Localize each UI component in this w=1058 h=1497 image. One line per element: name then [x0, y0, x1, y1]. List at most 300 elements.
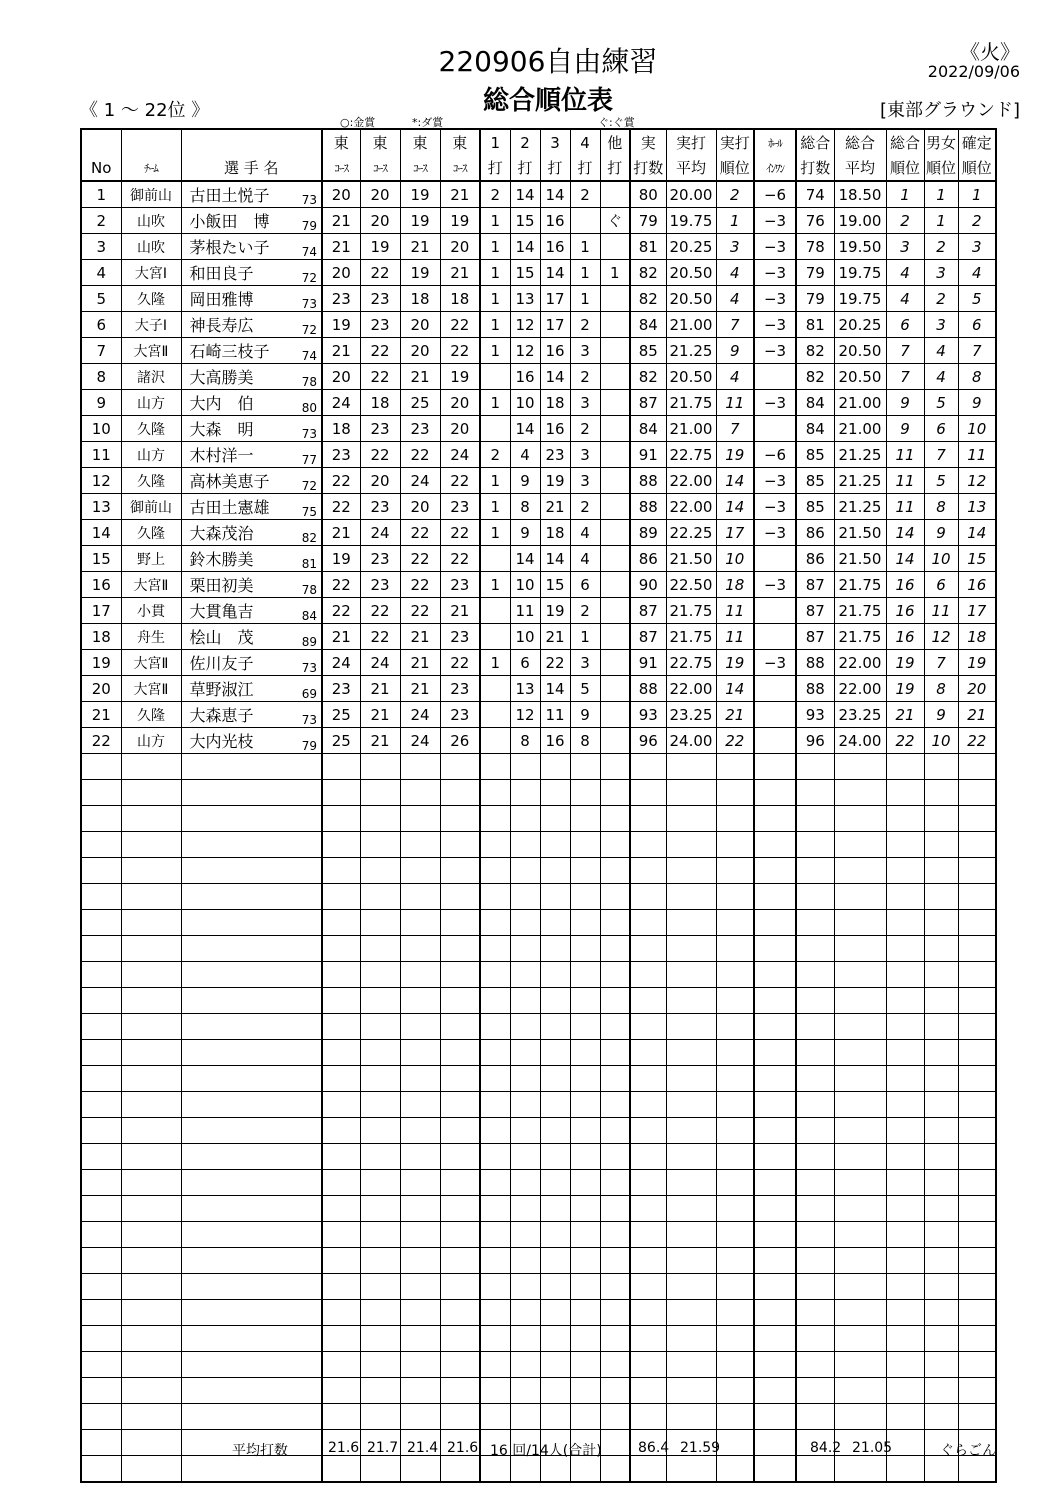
row-age: 73: [295, 416, 322, 442]
row-course1: 22: [322, 598, 360, 624]
row-final: 13: [958, 494, 996, 520]
row-hit1: [480, 910, 510, 936]
row-hit4: [570, 754, 600, 780]
row-hio: [754, 1456, 796, 1483]
col-hit3: 打: [540, 155, 570, 181]
row-hit3: 16: [540, 234, 570, 260]
row-gender: 4: [924, 364, 958, 390]
row-gender: [924, 780, 958, 806]
row-trank: 7: [886, 338, 924, 364]
table-row: [81, 650, 996, 676]
row-course3: [400, 806, 440, 832]
row-course2: [360, 1378, 400, 1404]
row-hit4: [570, 1248, 600, 1274]
row-rank: [716, 1066, 754, 1092]
row-course2: [360, 1222, 400, 1248]
row-other: [600, 910, 630, 936]
row-course2: [360, 1300, 400, 1326]
row-hit1: [480, 364, 510, 390]
row-total: [796, 1196, 834, 1222]
row-hit2: 12: [510, 312, 540, 338]
row-hit4: 1: [570, 286, 600, 312]
row-no: 2: [81, 208, 121, 234]
row-age: [295, 780, 322, 806]
row-hit2: 13: [510, 676, 540, 702]
row-course3: 22: [400, 442, 440, 468]
row-avg: 20.50: [666, 260, 716, 286]
row-hit2: 6: [510, 650, 540, 676]
row-age: [295, 806, 322, 832]
row-tavg: 21.00: [834, 390, 886, 416]
row-rank: 17: [716, 520, 754, 546]
row-final: 7: [958, 338, 996, 364]
col-no: No: [81, 155, 121, 181]
row-tavg: [834, 1196, 886, 1222]
footer-actual-avg: 21.59: [680, 1440, 721, 1456]
row-age: [295, 754, 322, 780]
table-row: [81, 884, 996, 910]
row-hit1: [480, 1300, 510, 1326]
row-age: [295, 1170, 322, 1196]
row-tavg: 23.25: [834, 702, 886, 728]
row-final: 4: [958, 260, 996, 286]
row-hit4: [570, 1352, 600, 1378]
row-other: [600, 702, 630, 728]
row-hit3: 14: [540, 260, 570, 286]
row-hio: [754, 1014, 796, 1040]
col-hit1: 打: [480, 155, 510, 181]
row-course3: 21: [400, 234, 440, 260]
row-course2: [360, 1170, 400, 1196]
row-no: 11: [81, 442, 121, 468]
row-total: 85: [796, 468, 834, 494]
row-total: [796, 1040, 834, 1066]
row-hit3: 14: [540, 546, 570, 572]
row-no: 13: [81, 494, 121, 520]
row-player: [181, 780, 295, 806]
row-hit3: [540, 1248, 570, 1274]
row-no: 21: [81, 702, 121, 728]
table-row: [81, 1404, 996, 1430]
col-hit2-top: 2: [510, 129, 540, 155]
row-rank: [716, 988, 754, 1014]
row-course3: [400, 780, 440, 806]
row-final: 14: [958, 520, 996, 546]
row-team: [121, 1040, 181, 1066]
row-player: [181, 832, 295, 858]
row-player: [181, 858, 295, 884]
row-avg: [666, 1352, 716, 1378]
row-gender: 7: [924, 650, 958, 676]
row-no: 12: [81, 468, 121, 494]
col-total: 打数: [796, 155, 834, 181]
row-player: [181, 884, 295, 910]
row-avg: [666, 884, 716, 910]
row-hit1: 1: [480, 260, 510, 286]
row-course3: [400, 1170, 440, 1196]
row-team: 諸沢: [121, 364, 181, 390]
row-hit2: 14: [510, 416, 540, 442]
row-hit1: [480, 1326, 510, 1352]
row-hit1: [480, 1222, 510, 1248]
row-actual: 82: [630, 260, 666, 286]
row-hit2: [510, 1352, 540, 1378]
row-team: [121, 1222, 181, 1248]
row-total: [796, 1274, 834, 1300]
table-row: [81, 598, 996, 624]
col-gender-top: 男女: [924, 129, 958, 155]
row-team: [121, 1430, 181, 1456]
row-hit2: [510, 1066, 540, 1092]
row-course4: [440, 780, 480, 806]
row-course3: [400, 988, 440, 1014]
row-course4: [440, 754, 480, 780]
table-row: [81, 832, 996, 858]
row-age: [295, 936, 322, 962]
row-hio: [754, 1092, 796, 1118]
row-rank: 14: [716, 468, 754, 494]
row-rank: 14: [716, 494, 754, 520]
footer-total-avg: 21.05: [852, 1440, 893, 1456]
row-player: [181, 910, 295, 936]
row-gender: [924, 1118, 958, 1144]
row-hit1: [480, 1378, 510, 1404]
row-total: [796, 780, 834, 806]
row-gender: [924, 1222, 958, 1248]
row-team: 山吹: [121, 234, 181, 260]
row-rank: 2: [716, 181, 754, 208]
row-tavg: 19.75: [834, 260, 886, 286]
row-team: 久隆: [121, 702, 181, 728]
row-hit4: 2: [570, 416, 600, 442]
row-actual: [630, 884, 666, 910]
row-other: [600, 312, 630, 338]
ranking-table: [80, 128, 997, 1483]
row-trank: 19: [886, 676, 924, 702]
row-hio: −3: [754, 650, 796, 676]
rank-range-label: 《 1 ～ 22位 》: [80, 100, 210, 121]
row-gender: 2: [924, 286, 958, 312]
row-hit3: 14: [540, 676, 570, 702]
row-rank: 11: [716, 624, 754, 650]
row-gender: [924, 754, 958, 780]
row-other: [600, 181, 630, 208]
row-team: [121, 962, 181, 988]
table-row: [81, 468, 996, 494]
row-rank: [716, 1352, 754, 1378]
row-hit1: [480, 780, 510, 806]
row-trank: 16: [886, 572, 924, 598]
row-gender: [924, 832, 958, 858]
row-actual: 87: [630, 390, 666, 416]
row-hit2: [510, 1092, 540, 1118]
row-gender: [924, 988, 958, 1014]
row-final: [958, 806, 996, 832]
row-course1: [322, 988, 360, 1014]
row-hit4: [570, 780, 600, 806]
row-actual: 93: [630, 702, 666, 728]
row-course1: [322, 962, 360, 988]
row-age: [295, 1118, 322, 1144]
row-team: [121, 1144, 181, 1170]
row-age: 79: [295, 208, 322, 234]
row-other: [600, 520, 630, 546]
row-no: 8: [81, 364, 121, 390]
row-team: [121, 1066, 181, 1092]
row-rank: [716, 1430, 754, 1456]
row-avg: 20.25: [666, 234, 716, 260]
row-tavg: 24.00: [834, 728, 886, 754]
row-other: [600, 1222, 630, 1248]
row-team: 大宮Ⅱ: [121, 676, 181, 702]
row-hit2: 14: [510, 181, 540, 208]
row-other: [600, 442, 630, 468]
row-player: [181, 806, 295, 832]
row-hio: [754, 1274, 796, 1300]
row-avg: [666, 832, 716, 858]
row-player: [181, 754, 295, 780]
row-course4: [440, 1326, 480, 1352]
row-no: 14: [81, 520, 121, 546]
row-avg: [666, 1040, 716, 1066]
row-final: [958, 1300, 996, 1326]
row-hio: [754, 1300, 796, 1326]
row-course2: 24: [360, 650, 400, 676]
row-trank: [886, 1066, 924, 1092]
row-tavg: [834, 754, 886, 780]
row-player: 和田良子: [181, 260, 295, 286]
row-gender: 7: [924, 442, 958, 468]
row-course4: [440, 936, 480, 962]
row-rank: [716, 754, 754, 780]
row-no: [81, 1300, 121, 1326]
row-avg: 22.00: [666, 676, 716, 702]
row-team: 久隆: [121, 286, 181, 312]
row-age: [295, 1040, 322, 1066]
row-course1: [322, 1144, 360, 1170]
row-hit3: [540, 1326, 570, 1352]
row-hio: [754, 1352, 796, 1378]
row-hit4: [570, 1040, 600, 1066]
row-hit3: [540, 1222, 570, 1248]
row-team: [121, 1352, 181, 1378]
row-hit4: 5: [570, 676, 600, 702]
row-hit1: 1: [480, 520, 510, 546]
row-gender: [924, 884, 958, 910]
row-actual: [630, 988, 666, 1014]
row-other: 1: [600, 260, 630, 286]
row-hit1: [480, 416, 510, 442]
row-tavg: 19.50: [834, 234, 886, 260]
row-team: [121, 1196, 181, 1222]
table-row: [81, 962, 996, 988]
row-tavg: 21.00: [834, 416, 886, 442]
row-hit1: 1: [480, 468, 510, 494]
row-total: [796, 1404, 834, 1430]
row-actual: 89: [630, 520, 666, 546]
row-age: [295, 1430, 322, 1456]
row-course2: [360, 1404, 400, 1430]
row-course3: 22: [400, 520, 440, 546]
row-course3: 20: [400, 494, 440, 520]
row-tavg: [834, 1092, 886, 1118]
row-course2: 20: [360, 468, 400, 494]
row-course4: [440, 1170, 480, 1196]
row-hit1: [480, 1144, 510, 1170]
row-no: [81, 962, 121, 988]
row-hit2: [510, 858, 540, 884]
row-hio: [754, 832, 796, 858]
row-course1: 24: [322, 390, 360, 416]
row-hio: −3: [754, 572, 796, 598]
row-course1: [322, 1378, 360, 1404]
row-hit1: 2: [480, 181, 510, 208]
row-course4: [440, 806, 480, 832]
row-no: [81, 1092, 121, 1118]
row-course1: [322, 1118, 360, 1144]
col-course4: ｺｰｽ: [440, 155, 480, 181]
row-avg: [666, 1300, 716, 1326]
table-row: [81, 260, 996, 286]
row-team: 山方: [121, 442, 181, 468]
row-hit4: 2: [570, 494, 600, 520]
row-hit3: 19: [540, 468, 570, 494]
row-hit2: [510, 1274, 540, 1300]
row-hio: −3: [754, 286, 796, 312]
row-avg: [666, 754, 716, 780]
row-gender: [924, 1274, 958, 1300]
row-total: 82: [796, 364, 834, 390]
row-course1: [322, 1196, 360, 1222]
row-avg: 21.00: [666, 312, 716, 338]
row-course2: [360, 1014, 400, 1040]
col-rank: 順位: [716, 155, 754, 181]
row-course1: [322, 858, 360, 884]
row-hit4: [570, 208, 600, 234]
table-row: [81, 702, 996, 728]
row-hit2: [510, 1248, 540, 1274]
row-avg: 21.25: [666, 338, 716, 364]
legend-gu: ぐ:ぐ賞: [598, 116, 635, 129]
row-hit4: 2: [570, 364, 600, 390]
row-other: [600, 390, 630, 416]
row-course4: 22: [440, 650, 480, 676]
row-hit3: [540, 910, 570, 936]
row-course2: [360, 806, 400, 832]
row-actual: [630, 1248, 666, 1274]
row-rank: 19: [716, 650, 754, 676]
table-row: [81, 208, 996, 234]
row-course3: [400, 1118, 440, 1144]
row-gender: 12: [924, 624, 958, 650]
row-course1: 18: [322, 416, 360, 442]
row-actual: [630, 936, 666, 962]
col-player-top: [181, 129, 322, 155]
row-actual: 80: [630, 181, 666, 208]
row-player: 栗田初美: [181, 572, 295, 598]
row-trank: [886, 1092, 924, 1118]
row-hit4: 4: [570, 546, 600, 572]
row-age: [295, 1196, 322, 1222]
row-avg: [666, 1456, 716, 1483]
row-actual: [630, 1066, 666, 1092]
row-team: [121, 1170, 181, 1196]
table-row: [81, 1118, 996, 1144]
row-hit2: 8: [510, 494, 540, 520]
col-hit4-top: 4: [570, 129, 600, 155]
row-player: 桧山 茂: [181, 624, 295, 650]
row-final: 22: [958, 728, 996, 754]
row-trank: 11: [886, 494, 924, 520]
row-hit3: [540, 1196, 570, 1222]
row-hit1: [480, 1014, 510, 1040]
row-gender: [924, 1092, 958, 1118]
row-hio: [754, 780, 796, 806]
row-total: [796, 832, 834, 858]
row-rank: [716, 1222, 754, 1248]
row-actual: 82: [630, 286, 666, 312]
row-team: [121, 1092, 181, 1118]
row-gender: 2: [924, 234, 958, 260]
row-hit1: [480, 1066, 510, 1092]
row-age: 78: [295, 364, 322, 390]
table-row: [81, 572, 996, 598]
row-age: 73: [295, 702, 322, 728]
row-course3: [400, 910, 440, 936]
row-avg: 22.00: [666, 468, 716, 494]
row-age: [295, 910, 322, 936]
row-course4: [440, 1248, 480, 1274]
row-player: [181, 1222, 295, 1248]
row-course1: [322, 1092, 360, 1118]
row-no: 9: [81, 390, 121, 416]
row-course4: 19: [440, 364, 480, 390]
row-course3: 21: [400, 650, 440, 676]
row-age: [295, 1352, 322, 1378]
col-other: 打: [600, 155, 630, 181]
col-course3-top: 東: [400, 129, 440, 155]
row-rank: [716, 780, 754, 806]
row-hit3: [540, 1118, 570, 1144]
row-tavg: [834, 1066, 886, 1092]
row-course3: [400, 1222, 440, 1248]
row-hit2: [510, 1040, 540, 1066]
row-final: [958, 1326, 996, 1352]
row-course3: 18: [400, 286, 440, 312]
row-trank: 16: [886, 624, 924, 650]
row-course2: 22: [360, 624, 400, 650]
row-hio: [754, 1196, 796, 1222]
row-other: [600, 676, 630, 702]
row-avg: 19.75: [666, 208, 716, 234]
row-team: [121, 754, 181, 780]
row-course4: 22: [440, 312, 480, 338]
row-team: [121, 1300, 181, 1326]
row-age: [295, 1404, 322, 1430]
row-total: [796, 1092, 834, 1118]
row-other: [600, 1378, 630, 1404]
row-no: [81, 936, 121, 962]
row-hit4: 2: [570, 181, 600, 208]
row-hit1: 2: [480, 442, 510, 468]
row-course2: 23: [360, 416, 400, 442]
row-actual: [630, 1040, 666, 1066]
row-hit4: [570, 1378, 600, 1404]
row-actual: [630, 1092, 666, 1118]
row-trank: [886, 1040, 924, 1066]
row-tavg: [834, 806, 886, 832]
row-actual: [630, 858, 666, 884]
